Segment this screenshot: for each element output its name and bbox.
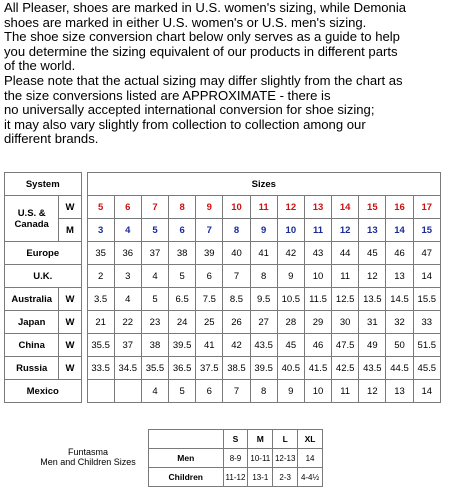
size-cell: 43.5 [250, 334, 277, 357]
size-cell: 26 [223, 311, 250, 334]
size-cell: 41 [196, 334, 223, 357]
size-cell: 13 [386, 265, 413, 288]
size-cell: 44.5 [386, 357, 413, 380]
size-cell: 6.5 [169, 288, 196, 311]
size-cell: 9 [196, 196, 223, 219]
gender-marker: W [59, 311, 81, 334]
size-cell: 35 [87, 242, 114, 265]
sizes-header: Sizes [87, 173, 440, 196]
size-m-header: M [248, 430, 273, 449]
funtasma-size-cell: 8-9 [223, 449, 248, 468]
size-cell: 11 [250, 196, 277, 219]
funtasma-row-label: Men [149, 449, 224, 468]
size-cell: 7 [223, 265, 250, 288]
size-cell: 9 [277, 265, 304, 288]
size-cell: 46 [304, 334, 331, 357]
size-cell: 33.5 [87, 357, 114, 380]
table-row [5, 311, 441, 334]
funtasma-subtitle: Men and Children Sizes [40, 457, 136, 467]
size-cell: 33 [413, 311, 440, 334]
size-cell: 10 [277, 219, 304, 242]
size-cell: 47.5 [332, 334, 359, 357]
size-cell: 49 [359, 334, 386, 357]
table-row [5, 357, 441, 380]
size-cell: 6 [114, 196, 141, 219]
size-cell: 24 [169, 311, 196, 334]
size-cell: 46 [386, 242, 413, 265]
funtasma-brand: Funtasma [67, 447, 109, 457]
size-cell: 14 [386, 219, 413, 242]
size-cell [114, 380, 141, 403]
size-cell: 31 [359, 311, 386, 334]
intro-line: it may also vary slightly from collection to collection among our [4, 116, 366, 132]
size-cell: 5 [141, 219, 168, 242]
row-label: Russia [5, 357, 59, 380]
size-cell: 11 [332, 265, 359, 288]
gender-marker: W [59, 357, 81, 380]
gender-marker: W [59, 288, 81, 311]
size-cell: 5 [169, 265, 196, 288]
size-cell: 22 [114, 311, 141, 334]
gender-marker: M [59, 219, 81, 242]
size-cell: 23 [141, 311, 168, 334]
size-cell: 15 [359, 196, 386, 219]
size-cell: 42 [223, 334, 250, 357]
size-cell: 39.5 [250, 357, 277, 380]
size-cell: 11 [332, 380, 359, 403]
size-cell: 4 [141, 265, 168, 288]
size-cell: 9 [250, 219, 277, 242]
size-cell: 44 [332, 242, 359, 265]
funtasma-size-cell: 4-4½ [298, 468, 323, 487]
size-cell: 27 [250, 311, 277, 334]
size-cell: 45 [359, 242, 386, 265]
size-cell: 45.5 [413, 357, 440, 380]
size-cell: 10.5 [277, 288, 304, 311]
size-cell: 37.5 [196, 357, 223, 380]
size-cell: 36 [114, 242, 141, 265]
size-cell: 6 [196, 265, 223, 288]
size-cell: 35.5 [141, 357, 168, 380]
row-label: Japan [5, 311, 59, 334]
size-cell: 12 [359, 265, 386, 288]
size-cell: 38 [169, 242, 196, 265]
intro-line: Please note that the actual sizing may differ slightly from the chart as [4, 72, 403, 88]
table-row [5, 219, 441, 242]
table-row [5, 380, 441, 403]
size-xl-header: XL [298, 430, 323, 449]
size-cell: 42 [277, 242, 304, 265]
size-cell: 13 [304, 196, 331, 219]
empty-header-cell [149, 430, 224, 449]
row-label: Europe [5, 242, 82, 265]
table-row [5, 196, 441, 219]
size-cell: 6 [169, 219, 196, 242]
size-cell: 9.5 [250, 288, 277, 311]
funtasma-size-cell: 11-12 [223, 468, 248, 487]
row-label: Mexico [5, 380, 82, 403]
size-s-header: S [223, 430, 248, 449]
size-cell: 9 [277, 380, 304, 403]
size-cell: 16 [386, 196, 413, 219]
intro-text [4, 1, 453, 147]
size-cell: 14 [413, 380, 440, 403]
size-cell: 13 [386, 380, 413, 403]
size-cell: 7.5 [196, 288, 223, 311]
size-cell: 39.5 [169, 334, 196, 357]
size-cell: 14 [332, 196, 359, 219]
size-cell: 38 [141, 334, 168, 357]
size-cell: 13.5 [359, 288, 386, 311]
table-row [5, 288, 441, 311]
size-cell: 14 [413, 265, 440, 288]
size-cell: 34.5 [114, 357, 141, 380]
table-row [5, 334, 441, 357]
size-cell: 7 [223, 380, 250, 403]
funtasma-size-table [148, 429, 323, 487]
size-cell: 11.5 [304, 288, 331, 311]
intro-line: shoes are marked in either U.S. women's or U.S. men's sizing. [4, 14, 367, 30]
size-cell: 10 [304, 265, 331, 288]
size-conversion-table [4, 172, 441, 403]
size-cell: 45 [277, 334, 304, 357]
size-l-header: L [273, 430, 298, 449]
size-cell: 47 [413, 242, 440, 265]
size-cell: 6 [196, 380, 223, 403]
size-cell: 38.5 [223, 357, 250, 380]
size-cell: 12 [359, 380, 386, 403]
size-cell: 4 [114, 219, 141, 242]
size-cell: 12 [277, 196, 304, 219]
intro-line: no universally accepted international conversion for shoe sizing; [4, 102, 375, 118]
size-cell: 4 [141, 380, 168, 403]
size-cell: 4 [114, 288, 141, 311]
size-cell: 17 [413, 196, 440, 219]
size-cell: 5 [141, 288, 168, 311]
size-cell: 35.5 [87, 334, 114, 357]
size-cell: 50 [386, 334, 413, 357]
funtasma-row [149, 449, 323, 468]
table-row [5, 242, 441, 265]
size-cell: 8.5 [223, 288, 250, 311]
size-cell: 40.5 [277, 357, 304, 380]
funtasma-size-cell: 2-3 [273, 468, 298, 487]
table-header-row [5, 173, 441, 196]
system-header: System [5, 173, 82, 196]
size-cell: 30 [332, 311, 359, 334]
intro-line: The shoe size conversion chart below only serves as a guide to help [4, 29, 400, 45]
size-cell: 39 [196, 242, 223, 265]
size-cell: 11 [304, 219, 331, 242]
gender-marker: W [59, 334, 81, 357]
size-cell: 37 [114, 334, 141, 357]
size-cell: 41 [250, 242, 277, 265]
row-label: Australia [5, 288, 59, 311]
size-cell: 5 [87, 196, 114, 219]
intro-line: the size conversions listed are APPROXIMATE - there is [4, 87, 331, 103]
funtasma-size-cell: 13-1 [248, 468, 273, 487]
intro-line: of the world. [4, 58, 76, 74]
size-cell [87, 380, 114, 403]
size-cell: 36.5 [169, 357, 196, 380]
us-canada-label: U.S. & Canada [5, 196, 59, 242]
size-cell: 32 [386, 311, 413, 334]
size-cell: 5 [169, 380, 196, 403]
size-cell: 40 [223, 242, 250, 265]
size-cell: 3.5 [87, 288, 114, 311]
size-cell: 12.5 [332, 288, 359, 311]
size-cell: 29 [304, 311, 331, 334]
funtasma-caption [28, 447, 148, 467]
size-cell: 8 [250, 265, 277, 288]
funtasma-size-cell: 12-13 [273, 449, 298, 468]
size-cell: 8 [250, 380, 277, 403]
intro-line: All Pleaser, shoes are marked in U.S. women's sizing, while Demonia [4, 0, 407, 15]
row-label: U.K. [5, 265, 82, 288]
size-cell: 10 [223, 196, 250, 219]
funtasma-header-row [149, 430, 323, 449]
size-cell: 8 [223, 219, 250, 242]
size-cell: 13 [359, 219, 386, 242]
funtasma-row-label: Children [149, 468, 224, 487]
size-cell: 10 [304, 380, 331, 403]
size-cell: 7 [141, 196, 168, 219]
size-cell: 3 [114, 265, 141, 288]
size-cell: 28 [277, 311, 304, 334]
size-cell: 15 [413, 219, 440, 242]
size-cell: 7 [196, 219, 223, 242]
size-cell: 3 [87, 219, 114, 242]
size-cell: 51.5 [413, 334, 440, 357]
funtasma-size-cell: 10-11 [248, 449, 273, 468]
size-cell: 43 [304, 242, 331, 265]
size-cell: 37 [141, 242, 168, 265]
size-cell: 14.5 [386, 288, 413, 311]
size-cell: 25 [196, 311, 223, 334]
gender-marker: W [59, 196, 81, 219]
table-row [5, 265, 441, 288]
funtasma-size-cell: 14 [298, 449, 323, 468]
size-cell: 8 [169, 196, 196, 219]
intro-line: different brands. [4, 131, 99, 147]
size-cell: 15.5 [413, 288, 440, 311]
size-cell: 21 [87, 311, 114, 334]
size-cell: 42.5 [332, 357, 359, 380]
size-cell: 12 [332, 219, 359, 242]
size-cell: 41.5 [304, 357, 331, 380]
size-cell: 43.5 [359, 357, 386, 380]
size-cell: 2 [87, 265, 114, 288]
row-label: China [5, 334, 59, 357]
intro-line: you determine the sizing equivalent of our products in different parts [4, 43, 398, 59]
funtasma-row [149, 468, 323, 487]
